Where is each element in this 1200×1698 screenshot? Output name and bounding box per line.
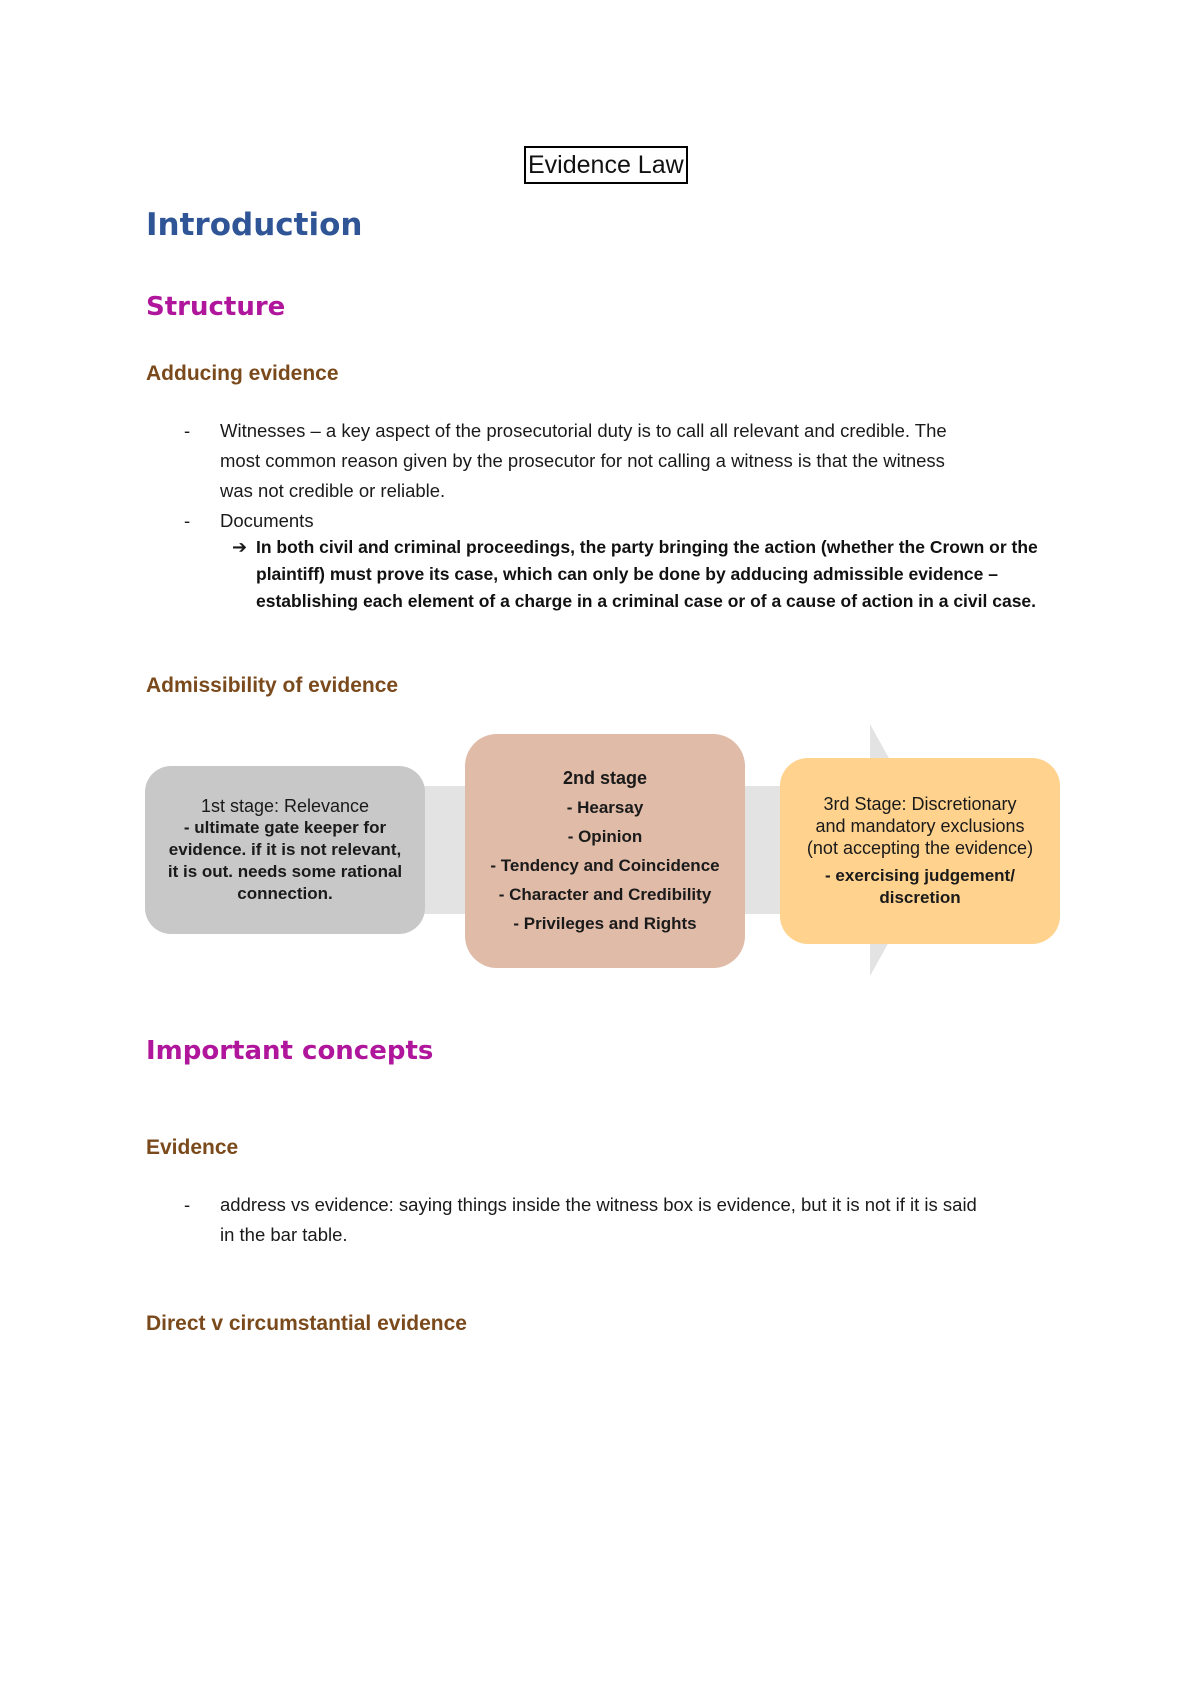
stage-1-line: it is out. needs some rational: [167, 862, 403, 881]
witnesses-line-3: was not credible or reliable.: [220, 480, 446, 501]
arrow-point-line-2: plaintiff) must prove its case, which can only be done by adducing admissible evidence –: [256, 564, 998, 584]
stage-3-title: (not accepting the evidence): [806, 838, 1034, 858]
structure-heading: Structure: [146, 292, 286, 322]
arrow-point-line-3: establishing each element of a charge in a criminal case or of a cause of action in a civil case.: [256, 591, 1037, 611]
stage-3-line: - exercising judgement/: [825, 866, 1015, 885]
direct-circumstantial-heading: Direct v circumstantial evidence: [146, 1312, 467, 1335]
stage-1-relevance: [145, 766, 425, 934]
stage-2-line: - Hearsay: [566, 798, 644, 817]
document-title: Evidence Law: [524, 146, 688, 184]
stage-1-line: connection.: [237, 884, 333, 903]
bullet-dash: -: [184, 1194, 191, 1215]
arrow-point-line-1: In both civil and criminal proceedings, the party bringing the action (whether the Crown or the: [256, 537, 1038, 557]
stage-3-line: discretion: [879, 888, 961, 907]
admissibility-process-diagram: [140, 720, 1060, 980]
stage-1-line: evidence. if it is not relevant,: [168, 840, 402, 859]
admissibility-heading: Admissibility of evidence: [146, 674, 399, 697]
bullet-dash: -: [184, 510, 191, 531]
stage-2-exclusionary-rules: [465, 734, 745, 968]
stage-1-title: 1st stage: Relevance: [200, 796, 370, 816]
documents-item: Documents: [220, 510, 314, 531]
stage-3-title: 3rd Stage: Discretionary: [823, 794, 1017, 814]
right-arrow-icon: ➔: [232, 537, 248, 557]
stage-2-line: - Tendency and Coincidence: [490, 856, 720, 875]
introduction-heading: Introduction: [146, 207, 363, 243]
witnesses-line-2: most common reason given by the prosecutor for not calling a witness is that the witness: [220, 450, 945, 471]
witnesses-line-1: Witnesses – a key aspect of the prosecutorial duty is to call all relevant and credible. The: [220, 420, 947, 441]
stage-3-discretionary: [780, 758, 1060, 944]
stage-2-title: 2nd stage: [562, 768, 648, 788]
important-concepts-heading: Important concepts: [146, 1036, 434, 1066]
bullet-dash: -: [184, 420, 191, 441]
stage-1-line: - ultimate gate keeper for: [183, 818, 387, 837]
evidence-heading: Evidence: [146, 1136, 239, 1159]
adducing-evidence-heading: Adducing evidence: [146, 362, 339, 385]
stage-3-title: and mandatory exclusions: [815, 816, 1025, 836]
evidence-bullet-line-2: in the bar table.: [220, 1224, 348, 1245]
evidence-bullet-line-1: address vs evidence: saying things inside the witness box is evidence, but it is not if it is said: [220, 1194, 977, 1215]
stage-2-line: - Privileges and Rights: [513, 914, 697, 933]
stage-2-line: - Character and Credibility: [498, 885, 712, 904]
stage-2-line: - Opinion: [567, 827, 643, 846]
